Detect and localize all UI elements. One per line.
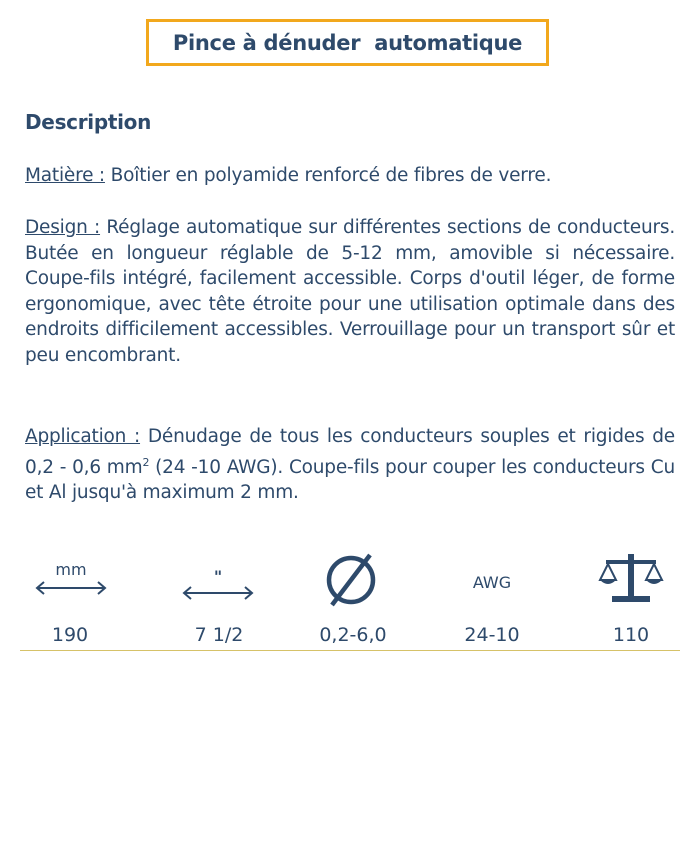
title-box	[146, 19, 549, 66]
application-text-before: Dénudage de tous les conducteurs souples et rigides de 0,2 - 0,6 mm	[25, 426, 675, 478]
spec-value-length-inch: 7 1/2	[194, 624, 244, 646]
matiere-paragraph	[25, 163, 675, 189]
spec-value-diameter: 0,2-6,0	[319, 624, 387, 646]
design-label: Design :	[25, 217, 101, 238]
spec-value-length-mm: 190	[51, 624, 89, 646]
application-superscript: 2	[142, 455, 150, 469]
matiere-text: Boîtier en polyamide renforcé de fibres de verre.	[104, 165, 552, 186]
application-label: Application :	[25, 426, 141, 447]
matiere-label: Matière :	[25, 165, 105, 186]
length-mm-label: mm	[55, 560, 87, 579]
application-text-after: (24 -10 AWG). Coupe-fils pour couper les conducteurs Cu et Al jusqu'à maximum 2 mm.	[25, 456, 675, 504]
length-mm-icon	[33, 555, 109, 601]
awg-label: AWG	[472, 573, 512, 592]
design-paragraph	[25, 215, 675, 368]
design-text: Réglage automatique sur différentes sections de conducteurs. Butée en longueur réglable de 5-12 mm, amovible si nécessaire. Coupe-fils intégré, facilement accessible. Corps d'outil léger, de forme ergonomique, avec tête étroite pour une utilisation optimale dans des endroits difficilement accessibles. Verrouillage pour un transport sûr et peu encombrant.	[25, 217, 675, 366]
spec-value-awg: 24-10	[464, 624, 520, 646]
description-heading: Description	[25, 110, 152, 134]
diameter-icon	[320, 550, 382, 610]
divider	[20, 650, 680, 651]
awg-icon	[455, 565, 529, 595]
application-paragraph	[25, 424, 675, 506]
weight-scale-icon	[598, 550, 664, 606]
page-title: Pince à dénuder automatique	[172, 30, 523, 55]
spec-value-weight: 110	[612, 624, 650, 646]
length-inch-icon	[180, 560, 256, 606]
length-inch-label: "	[213, 567, 223, 586]
